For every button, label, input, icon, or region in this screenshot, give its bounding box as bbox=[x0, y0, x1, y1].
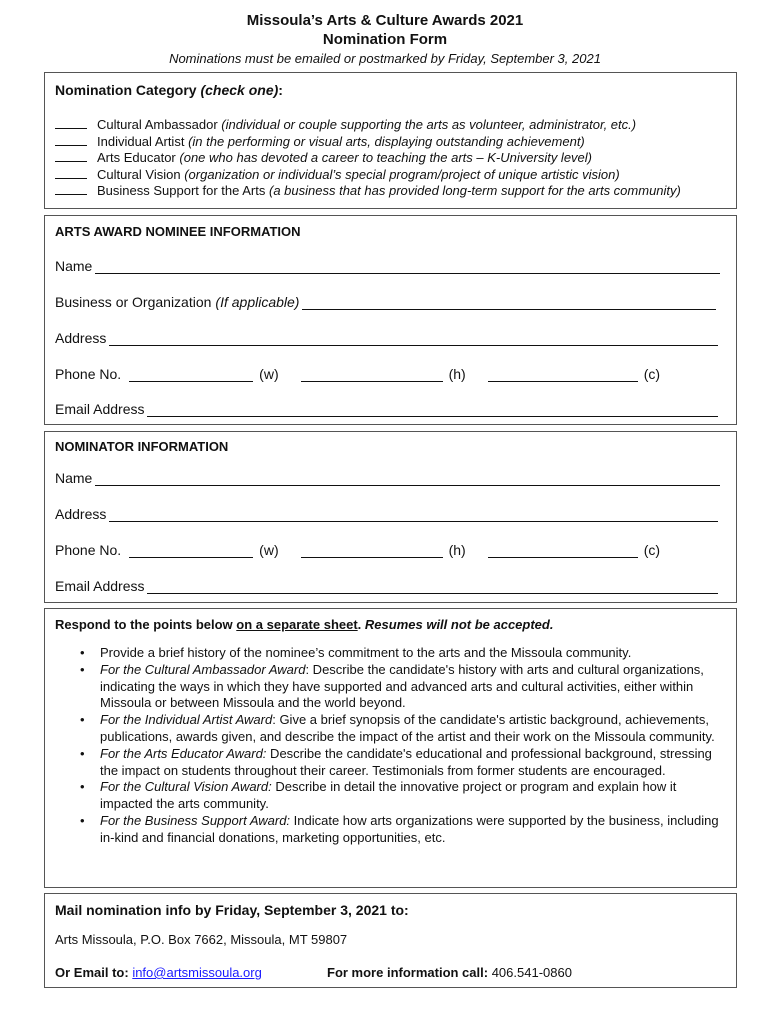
nominator-email-field[interactable]: Email Address bbox=[55, 578, 718, 594]
list-item: • For the Arts Educator Award: Describe the candidate's educational and professional background, stressing the impact on students throughout their career. Testimonials from former students are encouraged. bbox=[71, 746, 720, 780]
email-link[interactable]: info@artsmissoula.org bbox=[132, 965, 262, 980]
category-list bbox=[55, 117, 681, 200]
category-item-business-support[interactable]: Business Support for the Arts (a business that has provided long-term support for the arts community) bbox=[55, 183, 681, 200]
deadline-note: Nominations must be emailed or postmarked by Friday, September 3, 2021 bbox=[169, 51, 601, 66]
checkbox-blank[interactable] bbox=[55, 167, 87, 179]
nominator-email-line[interactable] bbox=[147, 579, 718, 594]
nominee-address-field[interactable]: Address bbox=[55, 330, 718, 346]
nominee-phone-home-line[interactable] bbox=[301, 367, 443, 382]
nominee-name-field[interactable]: Name bbox=[55, 258, 720, 274]
nominator-phone-field[interactable]: Phone No. (w) (h) (c) bbox=[55, 542, 661, 558]
nominee-heading: ARTS AWARD NOMINEE INFORMATION bbox=[55, 224, 301, 239]
list-item: • For the Cultural Vision Award: Describe in detail the innovative project or program and explain how it impacted the arts community. bbox=[71, 779, 720, 813]
nominator-heading: NOMINATOR INFORMATION bbox=[55, 439, 229, 454]
nominee-phone-work-line[interactable] bbox=[129, 367, 253, 382]
checkbox-blank[interactable] bbox=[55, 117, 87, 129]
phone-info: For more information call: 406.541-0860 bbox=[327, 965, 572, 980]
response-instructions-section bbox=[44, 608, 737, 888]
category-item-arts-educator[interactable]: Arts Educator (one who has devoted a career to teaching the arts – K-University level) bbox=[55, 150, 681, 167]
category-item-cultural-vision[interactable]: Cultural Vision (organization or individual’s special program/project of unique artistic vision) bbox=[55, 167, 681, 184]
category-heading: Nomination Category (check one): bbox=[55, 82, 283, 98]
form-subtitle-heading: Nomination Form bbox=[322, 31, 448, 48]
nominator-address-field[interactable]: Address bbox=[55, 506, 718, 522]
list-item: • For the Business Support Award: Indicate how arts organizations were supported by the business, including in-kind and financial donations, marketing opportunities, etc. bbox=[71, 813, 720, 847]
nominator-phone-cell-line[interactable] bbox=[488, 543, 638, 558]
contact-row: Or Email to: info@artsmissoula.org For more information call: 406.541-0860 bbox=[55, 965, 572, 980]
category-item-individual-artist[interactable]: Individual Artist (in the performing or visual arts, displaying outstanding achievement) bbox=[55, 134, 681, 151]
nominee-name-line[interactable] bbox=[95, 259, 720, 274]
nominee-org-field[interactable]: Business or Organization (If applicable) bbox=[55, 294, 716, 310]
nominee-org-line[interactable] bbox=[302, 295, 716, 310]
nominee-info-section bbox=[44, 215, 737, 425]
response-heading: Respond to the points below on a separate sheet. Resumes will not be accepted. bbox=[55, 617, 554, 632]
form-title: Missoula’s Arts & Culture Awards 2021 bbox=[246, 12, 524, 29]
nominator-phone-home-line[interactable] bbox=[301, 543, 443, 558]
nominator-name-line[interactable] bbox=[95, 471, 720, 486]
nomination-category-section bbox=[44, 72, 737, 209]
nominee-address-line[interactable] bbox=[109, 331, 718, 346]
list-item: • For the Cultural Ambassador Award: Describe the candidate's history with arts and cultural organizations, indicating the ways in which they have supported and advanced arts and cultural activities, either within Missoula or between Missoula and the world beyond. bbox=[71, 662, 720, 712]
response-points-list bbox=[71, 645, 720, 847]
mail-heading: Mail nomination info by Friday, September 3, 2021 to: bbox=[55, 902, 409, 918]
nominator-address-line[interactable] bbox=[109, 507, 718, 522]
checkbox-blank[interactable] bbox=[55, 183, 87, 195]
nominee-phone-cell-line[interactable] bbox=[488, 367, 638, 382]
category-item-cultural-ambassador[interactable]: Cultural Ambassador (individual or couple supporting the arts as volunteer, administrator, etc.) bbox=[55, 117, 681, 134]
nominee-email-field[interactable]: Email Address bbox=[55, 401, 718, 417]
list-item: • For the Individual Artist Award: Give a brief synopsis of the candidate's artistic background, achievements, publications, awards given, and describe the impact of the artist and their work on the Missoula community. bbox=[71, 712, 720, 746]
checkbox-blank[interactable] bbox=[55, 150, 87, 162]
mail-info-section bbox=[44, 893, 737, 988]
mailing-address: Arts Missoula, P.O. Box 7662, Missoula, MT 59807 bbox=[55, 932, 348, 947]
checkbox-blank[interactable] bbox=[55, 134, 87, 146]
nominator-info-section bbox=[44, 431, 737, 603]
list-item: • Provide a brief history of the nominee’s commitment to the arts and the Missoula community. bbox=[71, 645, 720, 662]
nominee-email-line[interactable] bbox=[147, 402, 718, 417]
nominator-phone-work-line[interactable] bbox=[129, 543, 253, 558]
nominator-name-field[interactable]: Name bbox=[55, 470, 720, 486]
nominee-phone-field[interactable]: Phone No. (w) (h) (c) bbox=[55, 366, 661, 382]
